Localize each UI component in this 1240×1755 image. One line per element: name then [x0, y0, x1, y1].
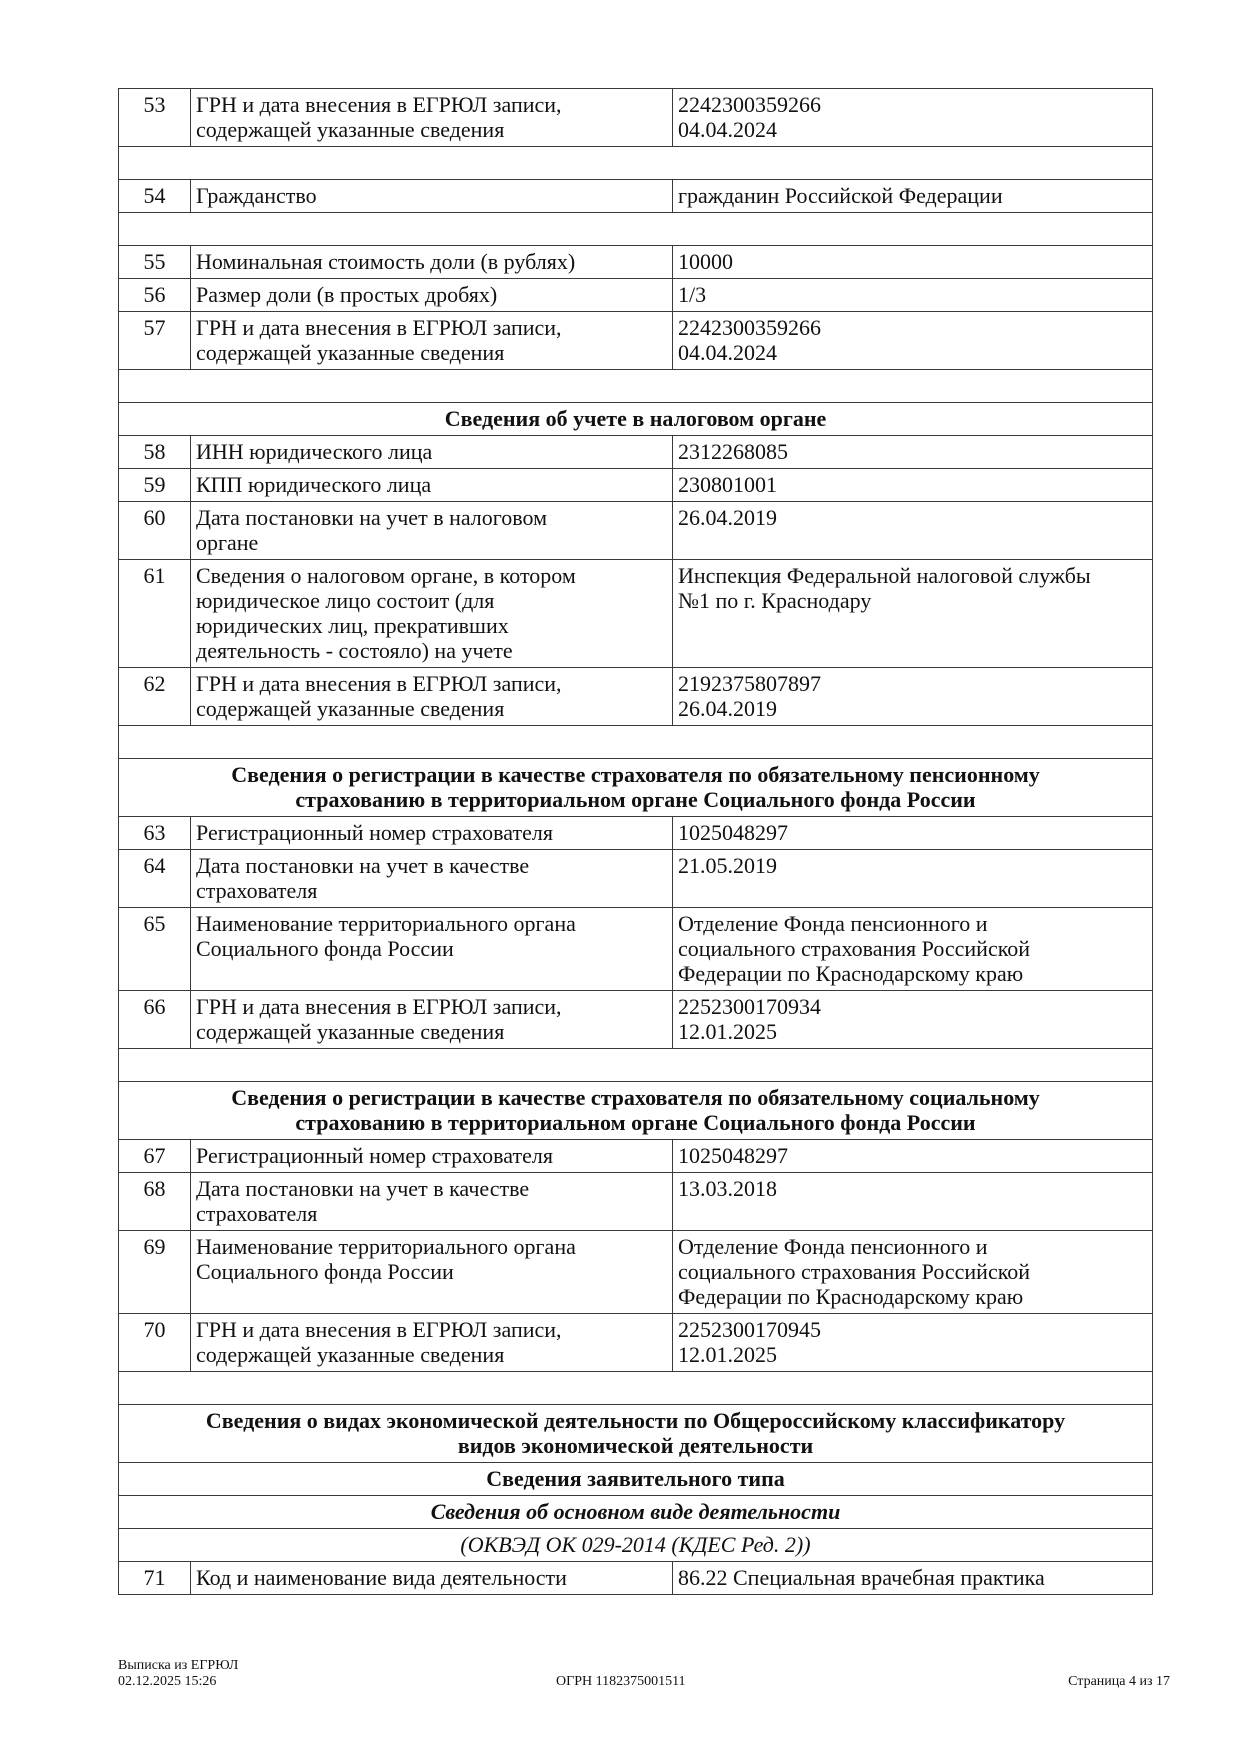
egrul-extract-table — [118, 88, 1153, 1595]
row-value: 2252300170945 12.01.2025 — [673, 1314, 1153, 1372]
table-row — [119, 560, 1153, 668]
table-row — [119, 668, 1153, 726]
subsection-heading: Сведения об основном виде деятельности — [119, 1496, 1153, 1529]
row-number: 56 — [119, 279, 191, 312]
spacer-cell — [119, 370, 1153, 403]
row-value: 26.04.2019 — [673, 502, 1153, 560]
row-value: 1025048297 — [673, 1140, 1153, 1173]
table-row — [119, 89, 1153, 147]
row-label: Сведения о налоговом органе, в котором юридическое лицо состоит (для юридических лиц, прекративших деятельность - состояло) на учете — [191, 560, 673, 668]
row-number: 55 — [119, 246, 191, 279]
row-number: 57 — [119, 312, 191, 370]
row-value: 230801001 — [673, 469, 1153, 502]
row-number: 70 — [119, 1314, 191, 1372]
classifier-heading: (ОКВЭД ОК 029-2014 (КДЕС Ред. 2)) — [119, 1529, 1153, 1562]
table-row — [119, 1231, 1153, 1314]
row-label: ГРН и дата внесения в ЕГРЮЛ записи, содержащей указанные сведения — [191, 991, 673, 1049]
spacer-row — [119, 147, 1153, 180]
table-row — [119, 246, 1153, 279]
row-label: ГРН и дата внесения в ЕГРЮЛ записи, содержащей указанные сведения — [191, 89, 673, 147]
row-value: 13.03.2018 — [673, 1173, 1153, 1231]
classifier-heading-row — [119, 1529, 1153, 1562]
row-value: 10000 — [673, 246, 1153, 279]
spacer-row — [119, 726, 1153, 759]
row-value: Инспекция Федеральной налоговой службы №1 по г. Краснодару — [673, 560, 1153, 668]
row-label: Размер доли (в простых дробях) — [191, 279, 673, 312]
row-number: 71 — [119, 1562, 191, 1595]
section-heading: Сведения о регистрации в качестве страхователя по обязательному социальному страхованию в территориальном органе Социального фонда России — [119, 1082, 1153, 1140]
row-number: 63 — [119, 817, 191, 850]
row-label: Дата постановки на учет в качестве страхователя — [191, 850, 673, 908]
row-number: 61 — [119, 560, 191, 668]
row-value: 2312268085 — [673, 436, 1153, 469]
row-number: 66 — [119, 991, 191, 1049]
row-value: 21.05.2019 — [673, 850, 1153, 908]
row-label: Дата постановки на учет в качестве страхователя — [191, 1173, 673, 1231]
row-number: 53 — [119, 89, 191, 147]
row-label: Код и наименование вида деятельности — [191, 1562, 673, 1595]
row-value: 2242300359266 04.04.2024 — [673, 312, 1153, 370]
spacer-row — [119, 1372, 1153, 1405]
section-heading-row — [119, 1405, 1153, 1463]
table-row — [119, 850, 1153, 908]
table-row — [119, 469, 1153, 502]
table-row — [119, 1140, 1153, 1173]
row-label: ГРН и дата внесения в ЕГРЮЛ записи, содержащей указанные сведения — [191, 668, 673, 726]
row-number: 64 — [119, 850, 191, 908]
row-label: Номинальная стоимость доли (в рублях) — [191, 246, 673, 279]
spacer-row — [119, 213, 1153, 246]
footer-ogrn: ОГРН 1182375001511 — [556, 1674, 686, 1689]
spacer-cell — [119, 213, 1153, 246]
row-label: ГРН и дата внесения в ЕГРЮЛ записи, содержащей указанные сведения — [191, 312, 673, 370]
footer-datetime: 02.12.2025 15:26 — [118, 1674, 217, 1689]
table-row — [119, 1562, 1153, 1595]
footer-page-number: Страница 4 из 17 — [1068, 1674, 1170, 1689]
spacer-row — [119, 1049, 1153, 1082]
table-row — [119, 908, 1153, 991]
row-number: 60 — [119, 502, 191, 560]
row-label: Наименование территориального органа Социального фонда России — [191, 1231, 673, 1314]
row-value: 2252300170934 12.01.2025 — [673, 991, 1153, 1049]
table-row — [119, 312, 1153, 370]
spacer-row — [119, 370, 1153, 403]
row-value: 86.22 Специальная врачебная практика — [673, 1562, 1153, 1595]
section-heading-row — [119, 1463, 1153, 1496]
row-value: 2242300359266 04.04.2024 — [673, 89, 1153, 147]
table-row — [119, 1314, 1153, 1372]
table-row — [119, 180, 1153, 213]
row-number: 68 — [119, 1173, 191, 1231]
footer-doc-title: Выписка из ЕГРЮЛ — [118, 1658, 239, 1673]
table-row — [119, 279, 1153, 312]
row-number: 69 — [119, 1231, 191, 1314]
row-number: 59 — [119, 469, 191, 502]
spacer-cell — [119, 1372, 1153, 1405]
footer-left — [118, 1658, 238, 1690]
row-number: 62 — [119, 668, 191, 726]
spacer-cell — [119, 147, 1153, 180]
row-number: 67 — [119, 1140, 191, 1173]
row-label: Наименование территориального органа Социального фонда России — [191, 908, 673, 991]
table-row — [119, 436, 1153, 469]
row-value: 1025048297 — [673, 817, 1153, 850]
row-number: 65 — [119, 908, 191, 991]
row-number: 58 — [119, 436, 191, 469]
section-heading-row — [119, 403, 1153, 436]
page-footer — [118, 1658, 1170, 1692]
section-heading: Сведения заявительного типа — [119, 1463, 1153, 1496]
section-heading-row — [119, 759, 1153, 817]
egrul-extract-rows — [119, 89, 1153, 1595]
row-value: 2192375807897 26.04.2019 — [673, 668, 1153, 726]
row-label: Гражданство — [191, 180, 673, 213]
row-label: Дата постановки на учет в налоговом органе — [191, 502, 673, 560]
row-label: Регистрационный номер страхователя — [191, 1140, 673, 1173]
row-value: гражданин Российской Федерации — [673, 180, 1153, 213]
spacer-cell — [119, 726, 1153, 759]
row-label: ИНН юридического лица — [191, 436, 673, 469]
row-label: ГРН и дата внесения в ЕГРЮЛ записи, содержащей указанные сведения — [191, 1314, 673, 1372]
row-label: Регистрационный номер страхователя — [191, 817, 673, 850]
row-value: 1/3 — [673, 279, 1153, 312]
row-value: Отделение Фонда пенсионного и социального страхования Российской Федерации по Краснодарскому краю — [673, 1231, 1153, 1314]
subsection-heading-row — [119, 1496, 1153, 1529]
table-row — [119, 991, 1153, 1049]
row-label: КПП юридического лица — [191, 469, 673, 502]
row-number: 54 — [119, 180, 191, 213]
section-heading: Сведения о регистрации в качестве страхователя по обязательному пенсионному страхованию в территориальном органе Социального фонда России — [119, 759, 1153, 817]
table-row — [119, 1173, 1153, 1231]
table-row — [119, 817, 1153, 850]
spacer-cell — [119, 1049, 1153, 1082]
table-row — [119, 502, 1153, 560]
section-heading: Сведения о видах экономической деятельности по Общероссийскому классификатору видов экономической деятельности — [119, 1405, 1153, 1463]
row-value: Отделение Фонда пенсионного и социального страхования Российской Федерации по Краснодарскому краю — [673, 908, 1153, 991]
section-heading: Сведения об учете в налоговом органе — [119, 403, 1153, 436]
section-heading-row — [119, 1082, 1153, 1140]
